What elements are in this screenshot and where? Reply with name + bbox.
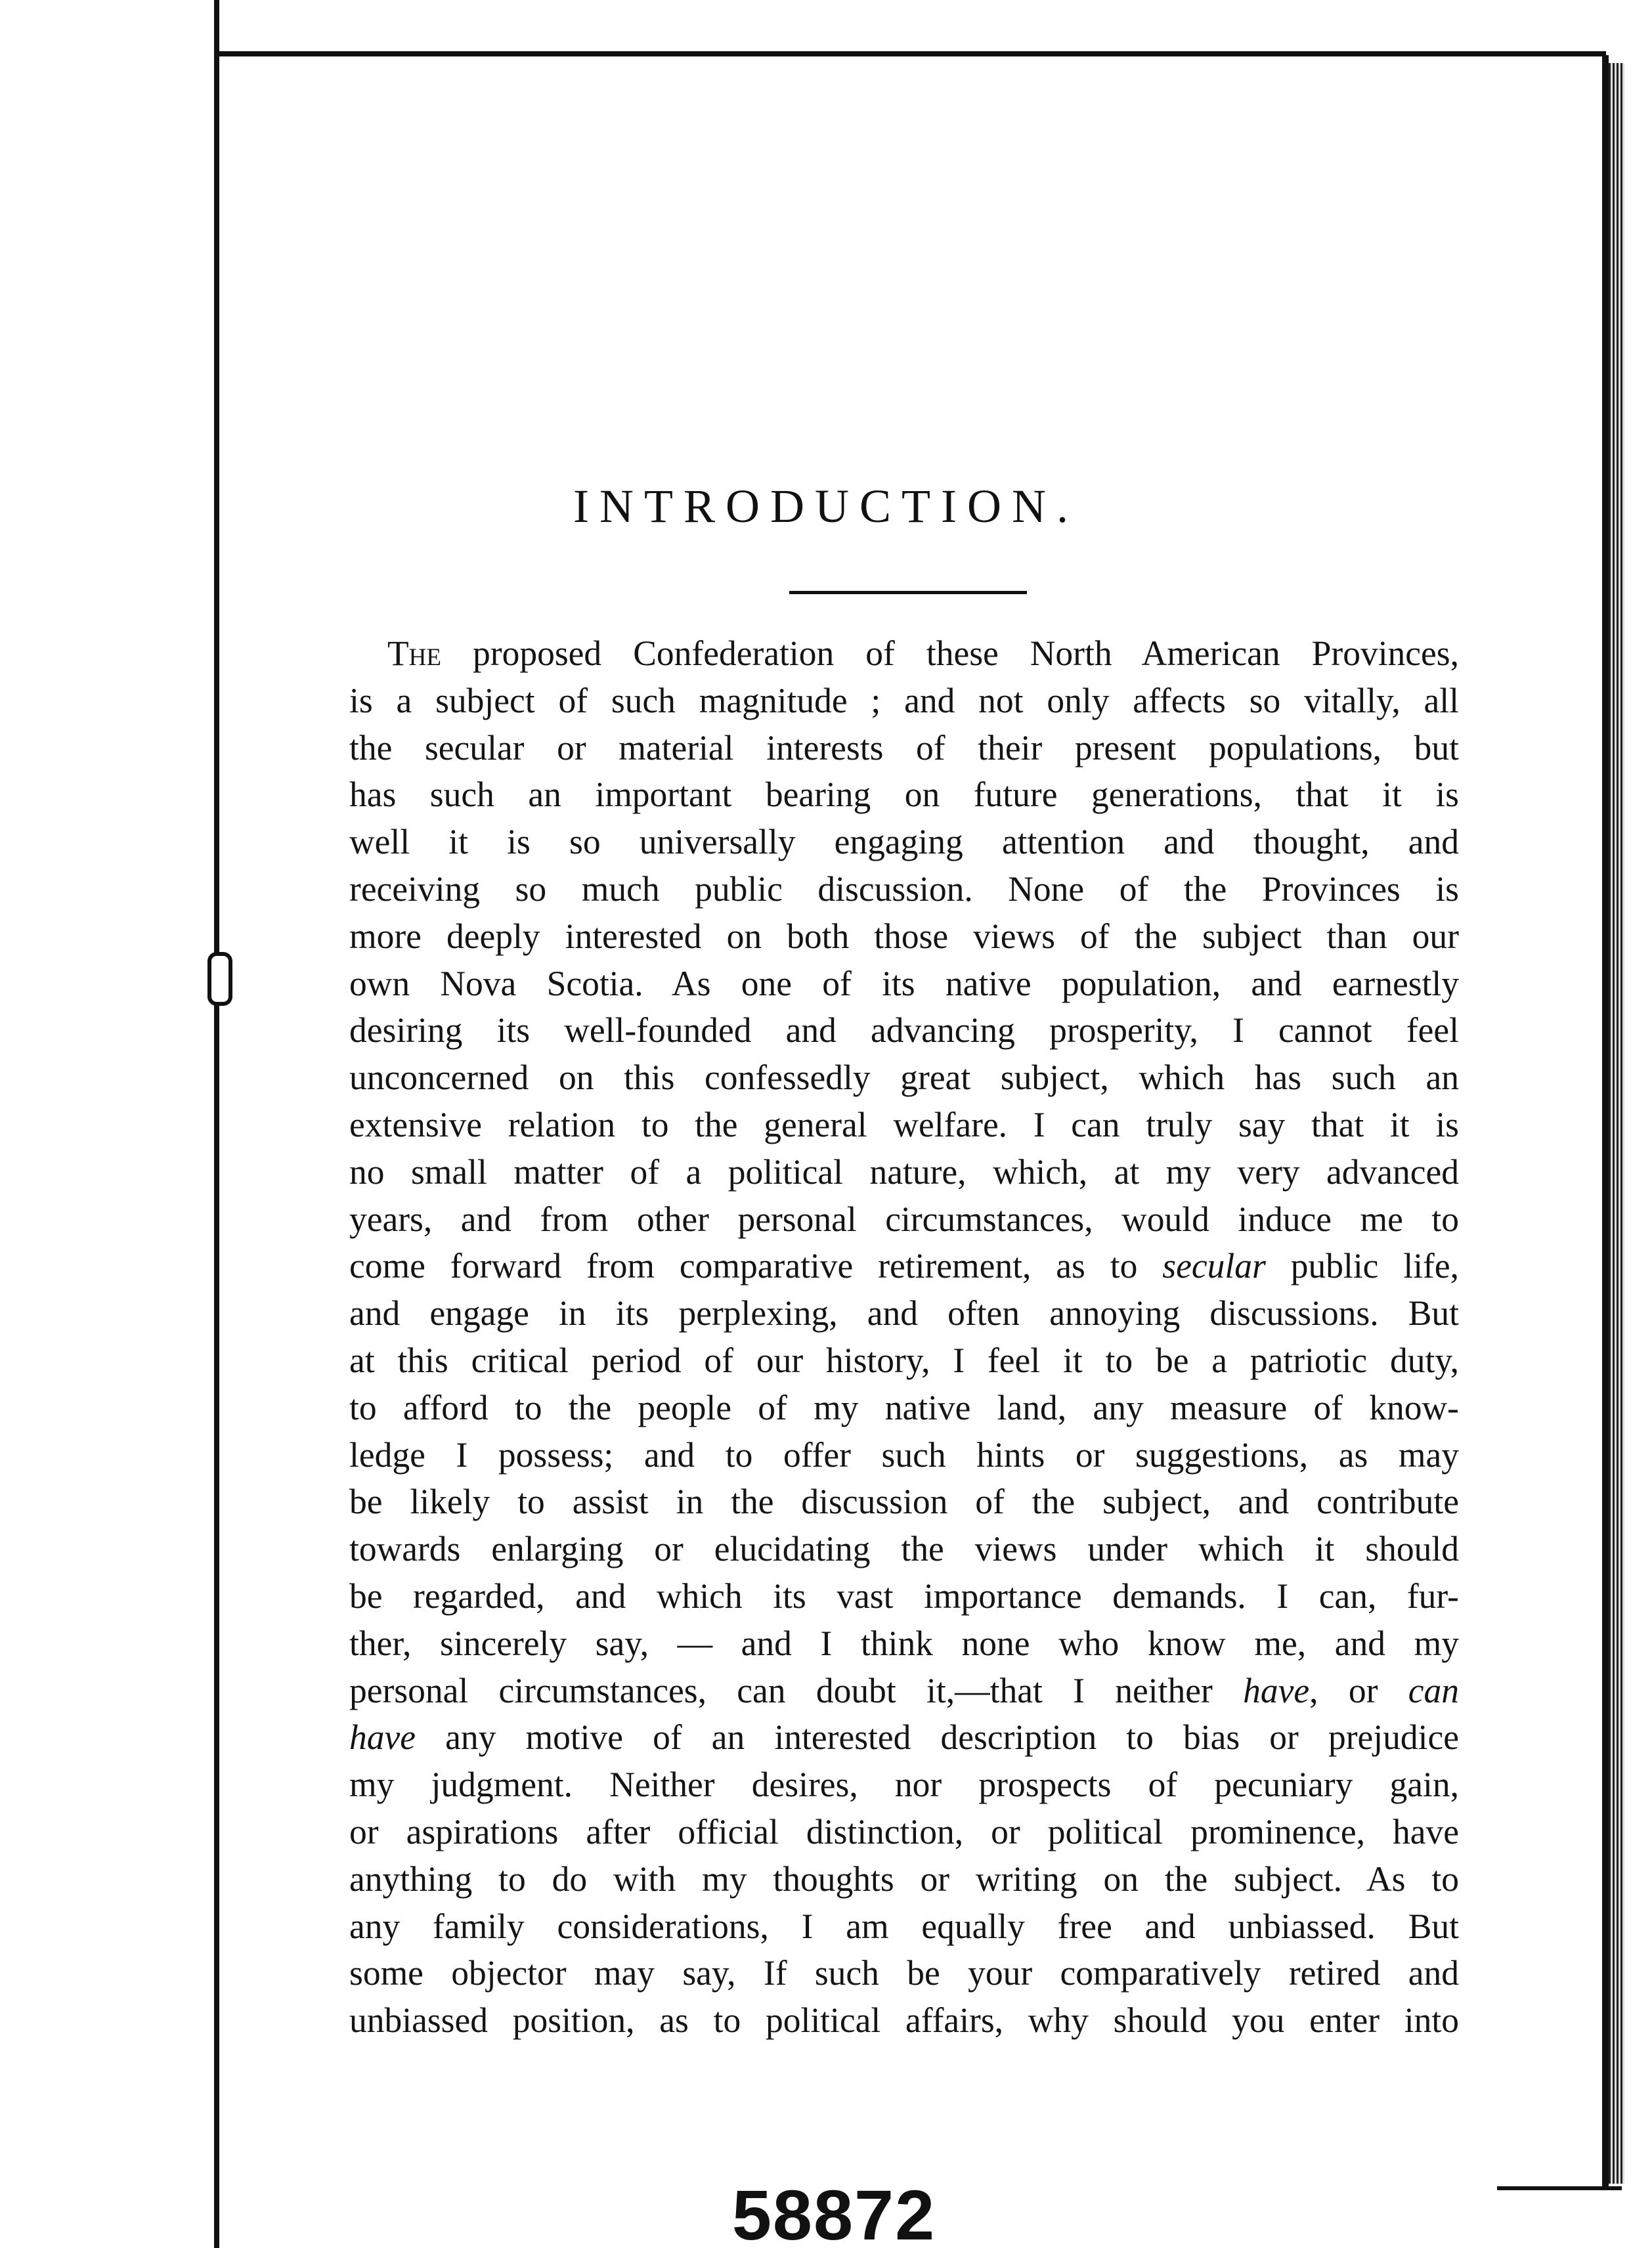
paragraph-line: or aspirations after official distinction, or political prominence, have xyxy=(349,1811,1459,1851)
paragraph-line: some objector may say, If such be your comparatively retired and xyxy=(349,1953,1459,1993)
paragraph-line xyxy=(349,1243,1459,1290)
paragraph-line: to afford to the people of my native land, any measure of know- xyxy=(349,1387,1459,1427)
paragraph-line: towards enlarging or elucidating the views under which it should xyxy=(349,1529,1459,1569)
line-text: any motive of an interested description to bias or prejudice xyxy=(416,1718,1459,1758)
paragraph-line: receiving so much public discussion. None of the Provinces is xyxy=(349,869,1459,909)
paragraph-line xyxy=(349,1668,1459,1715)
paragraph-line: the secular or material interests of their present populations, but xyxy=(349,727,1459,767)
paragraph-line: own Nova Scotia. As one of its native population, and earnestly xyxy=(349,963,1459,1003)
binding-notch xyxy=(207,952,232,1006)
paragraph-line: has such an important bearing on future generations, that it is xyxy=(349,775,1459,815)
paragraph-line: unconcerned on this confessedly great subject, which has such an xyxy=(349,1058,1459,1098)
line-text: come forward from comparative retirement, as to xyxy=(349,1246,1163,1286)
paragraph-line xyxy=(349,630,1459,678)
paragraph-line: is a subject of such magnitude ; and not only affects so vitally, all xyxy=(349,680,1459,720)
paragraph-line: more deeply interested on both those views of the subject than our xyxy=(349,916,1459,956)
paragraph-line: anything to do with my thoughts or writing on the subject. As to xyxy=(349,1859,1459,1899)
line-text: public life, xyxy=(1265,1246,1459,1286)
right-page-edge xyxy=(1602,55,1609,2189)
paragraph-line: ledge I possess; and to offer such hints or suggestions, as may xyxy=(349,1435,1459,1475)
paragraph-line: be regarded, and which its vast importance demands. I can, fur- xyxy=(349,1576,1459,1616)
paragraph-line: ther, sincerely say, — and I think none who know me, and my xyxy=(349,1623,1459,1663)
italic-word: can xyxy=(1408,1670,1459,1710)
paragraph-line: no small matter of a political nature, which, at my very advanced xyxy=(349,1152,1459,1192)
line-text: , or xyxy=(1309,1670,1408,1710)
paragraph-line: years, and from other personal circumstances, would induce me to xyxy=(349,1199,1459,1239)
title-rule xyxy=(789,591,1027,594)
paragraph-line: at this critical period of our history, I feel it to be a patriotic duty, xyxy=(349,1340,1459,1380)
paragraph-line: desiring its well-founded and advancing prosperity, I cannot feel xyxy=(349,1010,1459,1050)
paragraph-line: extensive relation to the general welfare. I can truly say that it is xyxy=(349,1104,1459,1144)
paragraph-line: unbiassed position, as to political affairs, why should you enter into xyxy=(349,2000,1459,2041)
italic-word: secular xyxy=(1162,1246,1266,1286)
paragraph-line: well it is so universally engaging attention and thought, and xyxy=(349,822,1459,862)
bottom-page-edge xyxy=(1497,2186,1622,2190)
page-stack-edge xyxy=(1609,63,1624,2184)
paragraph-line: be likely to assist in the discussion of the subject, and contribute xyxy=(349,1482,1459,1522)
paragraph-line: and engage in its perplexing, and often annoying discussions. But xyxy=(349,1293,1459,1333)
line-text: proposed Confederation of these North American Provinces, xyxy=(441,634,1459,673)
paragraph-line: any family considerations, I am equally free and unbiassed. But xyxy=(349,1906,1459,1946)
italic-word: have xyxy=(349,1718,416,1758)
paragraph-line: my judgment. Neither desires, nor prospects of pecuniary gain, xyxy=(349,1765,1459,1805)
italic-word: have xyxy=(1243,1670,1310,1710)
top-page-edge xyxy=(214,51,1606,56)
line-text: personal circumstances, can doubt it,—that I neither xyxy=(349,1670,1244,1710)
paragraph-line xyxy=(349,1714,1459,1762)
binding-edge xyxy=(214,0,219,2248)
drop-word: The xyxy=(387,634,442,673)
chapter-title: INTRODUCTION. xyxy=(573,480,1079,532)
introduction-paragraph xyxy=(349,630,1459,2044)
catalog-stamp-number: 58872 xyxy=(731,2175,936,2245)
